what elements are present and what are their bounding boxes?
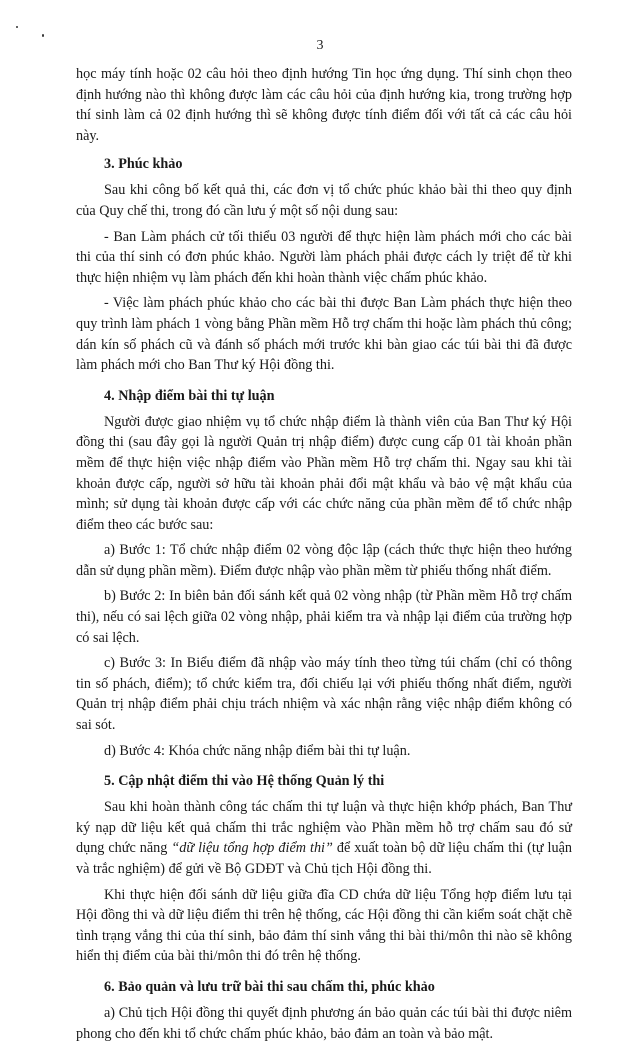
paragraph: Sau khi công bố kết quả thi, các đơn vị tổ chức phúc khảo bài thi theo quy định của Quy chế thi, trong đó cần lưu ý một số nội dung sau:	[76, 182, 572, 219]
section-heading-cap-nhat-diem: 5. Cập nhật điểm thi vào Hệ thống Quản lý thi	[104, 773, 385, 790]
paragraph: - Ban Làm phách cử tối thiểu 03 người để thực hiện làm phách mới cho các bài thi của thí sinh có đơn phúc khảo. Người làm phách phải được cách ly triệt để từ khi thực hiện nhiệm vụ làm phách đến khi hoàn thành việc chấm phúc khảo.	[76, 228, 572, 286]
step-paragraph: d) Bước 4: Khóa chức năng nhập điểm bài thi tự luận.	[104, 742, 411, 759]
scan-speck	[42, 34, 44, 37]
section-heading-phuc-khao: 3. Phúc khảo	[104, 156, 183, 173]
step-paragraph: b) Bước 2: In biên bản đối sánh kết quả 02 vòng nhập (từ Phần mềm Hỗ trợ chấm thi), nếu có sai lệch giữa 02 vòng nhập, phải kiểm tra và nhập lại điểm của trường hợp có sai lệch.	[76, 588, 572, 646]
document-body	[76, 64, 572, 1049]
scan-speck	[16, 26, 18, 28]
paragraph	[76, 797, 572, 879]
page-number: 3	[316, 38, 324, 53]
section-heading-bao-quan: 6. Bảo quản và lưu trữ bài thi sau chấm thi, phúc khảo	[104, 978, 435, 995]
paragraph: - Việc làm phách phúc khảo cho các bài thi được Ban Làm phách thực hiện theo quy trình làm phách 1 vòng bằng Phần mềm Hỗ trợ chấm thi hoặc làm phách thủ công; dán kín số phách cũ và đánh số phách mới trước khi bàn giao các túi bài thi đã được làm phách mới cho Ban Thư ký Hội đồng thi.	[76, 295, 572, 374]
paragraph: Người được giao nhiệm vụ tổ chức nhập điểm là thành viên của Ban Thư ký Hội đồng thi (sau đây gọi là người Quản trị nhập điểm) được cung cấp 01 tài khoản phần mềm để thực hiện việc nhập điểm vào Phần mềm Hỗ trợ chấm thi. Ngay sau khi tài khoản được cấp, người sở hữu tài khoản phải đổi mật khẩu và bảo vệ mật khẩu của mình; sử dụng tài khoản được cấp với các chức năng của phần mềm để tổ chức nhập điểm theo các bước sau:	[76, 413, 572, 533]
paragraph-text: để xuất toàn bộ dữ liệu chấm thi (tự luận và trắc nghiệm) để gửi về Bộ GDĐT và Chủ tịch Hội đồng thi.	[76, 840, 572, 877]
paragraph: Khi thực hiện đối sánh dữ liệu giữa đĩa CD chứa dữ liệu Tổng hợp điểm lưu tại Hội đồng thi và dữ liệu điểm thi trên hệ thống, các Hội đồng thi cần kiểm soát chặt chẽ tình trạng vắng thi của thí sinh, bảo đảm thí sinh vắng thi bài thi/môn thi nào sẽ không hiển thị điểm của bài thi/môn thi đó trên hệ thống.	[76, 886, 572, 965]
step-paragraph: a) Bước 1: Tổ chức nhập điểm 02 vòng độc lập (cách thức thực hiện theo hướng dẫn sử dụng phần mềm). Điểm được nhập vào phần mềm từ phiếu thống nhất điểm.	[76, 542, 572, 579]
intro-paragraph: học máy tính hoặc 02 câu hỏi theo định hướng Tin học ứng dụng. Thí sinh chọn theo định hướng nào thì không được làm các câu hỏi của định hướng kia, trong trường hợp thí sinh làm cả 02 định hướng thì sẽ không được tính điểm đối với tất cả các câu hỏi này.	[76, 66, 572, 144]
paragraph: a) Chủ tịch Hội đồng thi quyết định phương án bảo quản các túi bài thi được niêm phong cho đến khi tổ chức chấm phúc khảo, bảo đảm an toàn và bảo mật.	[76, 1004, 572, 1042]
paragraph-text: Sau khi hoàn thành công tác chấm thi tự luận và thực hiện khớp phách, Ban Thư ký nạp dữ liệu kết quả chấm thi trắc nghiệm vào Phần mềm hỗ trợ chấm sau đó sử dụng chức năng	[76, 799, 572, 857]
function-name-italic: “dữ liệu tổng hợp điểm thi”	[171, 840, 333, 857]
step-paragraph: c) Bước 3: In Biểu điểm đã nhập vào máy tính theo từng túi chấm (chỉ có thông tin số phách, điểm); tổ chức kiểm tra, đối chiếu lại với phiếu thống nhất điểm, người Quản trị nhập điểm phải chịu trách nhiệm và xác nhận rằng việc nhập điểm không có sai sót.	[76, 655, 572, 734]
section-heading-nhap-diem: 4. Nhập điểm bài thi tự luận	[104, 387, 275, 404]
